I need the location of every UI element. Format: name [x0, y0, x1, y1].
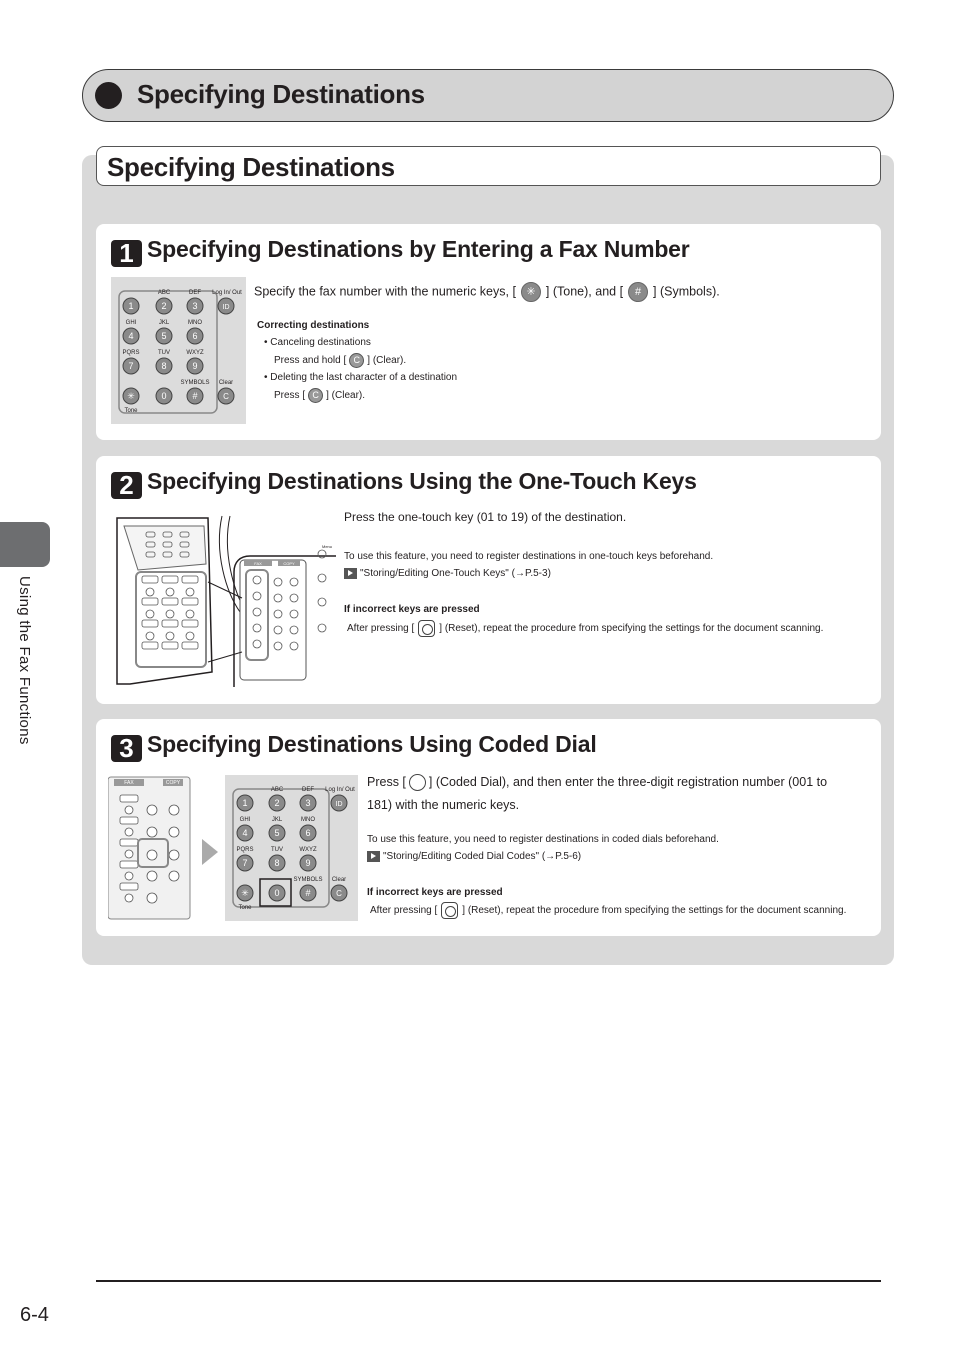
one-touch-panel-illustration — [116, 512, 336, 687]
coded-dial-key-icon — [409, 774, 426, 791]
svg-text:Clear: Clear — [218, 380, 234, 386]
svg-text:ABC: ABC — [270, 787, 284, 793]
svg-text:COPY: COPY — [283, 561, 295, 566]
svg-text:5: 5 — [161, 331, 167, 341]
svg-text:2: 2 — [161, 301, 167, 311]
hash-key-icon: # — [628, 282, 648, 302]
keypad-illustration — [111, 277, 246, 424]
step3-note: To use this feature, you need to register destinations in coded dials beforehand. — [367, 834, 719, 845]
svg-text:DEF: DEF — [189, 290, 201, 296]
svg-text:1: 1 — [242, 798, 248, 808]
svg-text:Tone: Tone — [238, 905, 252, 911]
svg-text:✳: ✳ — [241, 888, 249, 898]
svg-text:SYMBOLS: SYMBOLS — [293, 877, 323, 883]
svg-text:6: 6 — [305, 828, 311, 838]
svg-text:TUV: TUV — [271, 847, 283, 853]
side-label: Using the Fax Functions — [16, 576, 33, 745]
page-number: 6-4 — [20, 1304, 49, 1326]
svg-text:JKL: JKL — [271, 817, 283, 823]
svg-text:2: 2 — [274, 798, 280, 808]
svg-text:ABC: ABC — [157, 290, 171, 296]
svg-text:FAX: FAX — [254, 561, 262, 566]
delete-instruction: Press [ C ] (Clear). — [274, 390, 366, 402]
step3-title: Specifying Destinations Using Coded Dial — [147, 731, 597, 757]
tone-key-icon: ✳ — [521, 282, 541, 302]
step2-incorrect-text: After pressing [ ] (Reset), repeat the procedure from specifying the settings for the document scanning. — [347, 620, 823, 637]
svg-text:#: # — [192, 391, 198, 401]
svg-text:MNO: MNO — [301, 817, 315, 823]
svg-text:COPY: COPY — [165, 780, 181, 786]
side-tab — [0, 522, 50, 567]
chapter-bullet-icon — [95, 82, 122, 109]
svg-text:7: 7 — [242, 858, 248, 868]
svg-text:PQRS: PQRS — [122, 350, 140, 356]
svg-text:8: 8 — [274, 858, 280, 868]
chapter-header — [82, 69, 894, 122]
svg-text:C: C — [336, 889, 342, 898]
correct-heading: Correcting destinations — [257, 320, 370, 331]
step2-line1: Press the one-touch key (01 to 19) of the destination. — [344, 510, 627, 524]
svg-text:0: 0 — [274, 888, 280, 898]
step1-card — [96, 224, 881, 440]
step1-intro: Specify the fax number with the numeric keys, [ ✳ ] (Tone), and [ # ] (Symbols). — [254, 282, 720, 302]
coded-dial-keypad-illustration — [225, 775, 358, 921]
svg-text:ID: ID — [222, 304, 230, 311]
step2-card — [96, 456, 881, 704]
step3-line2: 181) with the numeric keys. — [367, 798, 520, 812]
step2-note: To use this feature, you need to register destinations in one-touch keys beforehand. — [344, 551, 714, 562]
clear-key-icon: C — [349, 353, 364, 368]
svg-text:8: 8 — [161, 361, 167, 371]
svg-text:5: 5 — [274, 828, 280, 838]
arrow-right-icon — [344, 568, 357, 579]
svg-text:ID: ID — [335, 801, 343, 808]
svg-text:DEF: DEF — [302, 787, 314, 793]
chapter-title: Specifying Destinations — [137, 79, 425, 109]
svg-text:4: 4 — [242, 828, 248, 838]
coded-dial-panel-illustration — [108, 773, 192, 925]
svg-text:#: # — [305, 888, 311, 898]
arrow-right-icon — [367, 851, 380, 862]
svg-text:WXYZ: WXYZ — [299, 847, 317, 853]
step3-ref[interactable]: "Storing/Editing Coded Dial Codes" (→P.5-6) — [367, 851, 581, 862]
section-title-box — [96, 146, 881, 186]
svg-text:Clear: Clear — [331, 877, 347, 883]
svg-text:Tone: Tone — [124, 408, 138, 414]
svg-text:4: 4 — [128, 331, 134, 341]
svg-text:Log In/ Out: Log In/ Out — [212, 290, 242, 296]
svg-text:WXYZ: WXYZ — [186, 350, 204, 356]
svg-text:C: C — [223, 392, 229, 401]
svg-text:MNO: MNO — [188, 320, 202, 326]
step2-number: 2 — [111, 472, 142, 499]
svg-text:✳: ✳ — [127, 391, 135, 401]
svg-text:0: 0 — [161, 391, 167, 401]
svg-text:GHI: GHI — [125, 320, 137, 326]
svg-text:TUV: TUV — [158, 350, 170, 356]
svg-text:FAX: FAX — [124, 780, 134, 786]
svg-text:9: 9 — [305, 858, 311, 868]
bullet-delete: • Deleting the last character of a destination — [264, 372, 458, 383]
svg-text:Log In/ Out: Log In/ Out — [325, 787, 355, 793]
svg-text:Menu: Menu — [322, 544, 333, 549]
step3-card — [96, 719, 881, 936]
step2-ref[interactable]: "Storing/Editing One-Touch Keys" (→P.5-3) — [344, 568, 551, 579]
step1-title: Specifying Destinations by Entering a Fax Number — [147, 236, 690, 262]
svg-text:3: 3 — [305, 798, 311, 808]
step3-line1: Press [ ] (Coded Dial), and then enter the three-digit registration number (001 to — [367, 774, 827, 791]
bullet-cancel: • Canceling destinations — [264, 337, 371, 348]
step3-incorrect-text: After pressing [ ] (Reset), repeat the procedure from specifying the settings for the document scanning. — [370, 902, 846, 919]
svg-text:PQRS: PQRS — [236, 847, 254, 853]
step3-incorrect-heading: If incorrect keys are pressed — [367, 887, 503, 898]
clear-key-icon: C — [308, 388, 323, 403]
reset-key-icon — [441, 902, 458, 919]
footer-divider — [96, 1280, 881, 1282]
svg-text:9: 9 — [192, 361, 198, 371]
svg-text:GHI: GHI — [239, 817, 251, 823]
step2-title: Specifying Destinations Using the One-Touch Keys — [147, 468, 697, 494]
svg-text:SYMBOLS: SYMBOLS — [180, 380, 210, 386]
step2-incorrect-heading: If incorrect keys are pressed — [344, 604, 480, 615]
arrow-right-icon — [202, 839, 218, 865]
reset-key-icon — [418, 620, 435, 637]
step3-number: 3 — [111, 735, 142, 762]
svg-text:3: 3 — [192, 301, 198, 311]
step1-number: 1 — [111, 240, 142, 267]
section-title: Specifying Destinations — [107, 152, 395, 182]
svg-text:JKL: JKL — [158, 320, 170, 326]
cancel-instruction: Press and hold [ C ] (Clear). — [274, 355, 407, 367]
svg-text:1: 1 — [128, 301, 134, 311]
svg-text:7: 7 — [128, 361, 134, 371]
svg-text:6: 6 — [192, 331, 198, 341]
